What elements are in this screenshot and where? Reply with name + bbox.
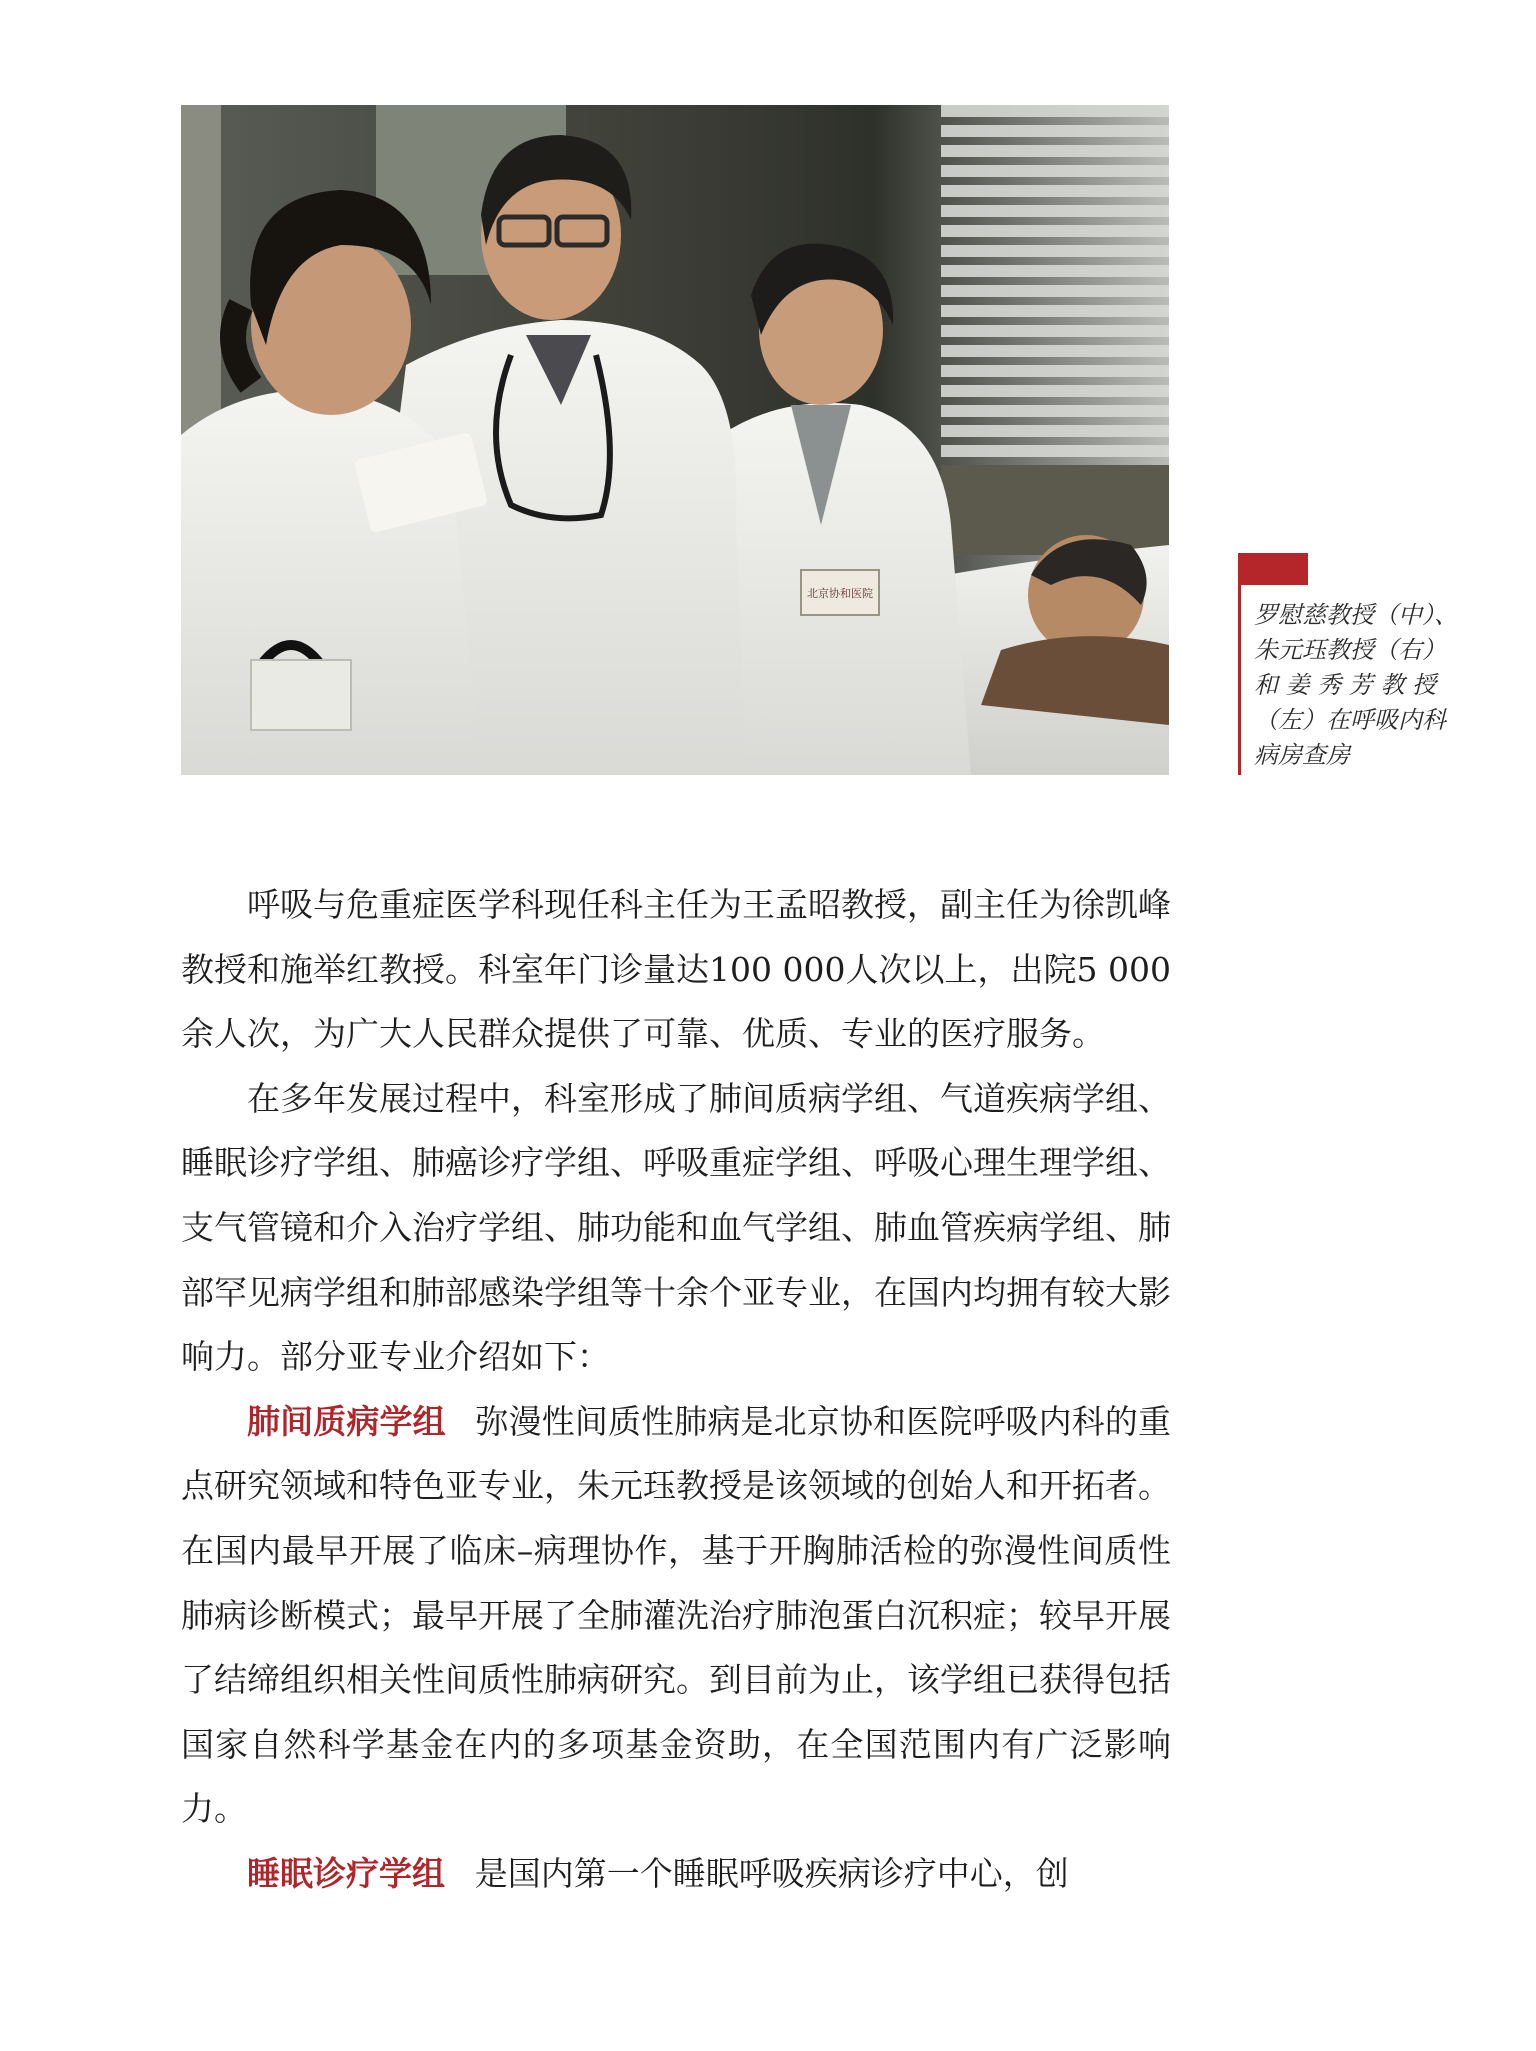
photo-caption bbox=[1254, 598, 1474, 773]
paragraph-text: 是国内第一个睡眠呼吸疾病诊疗中心，创 bbox=[474, 1853, 1069, 1893]
caption-line: 罗慰慈教授（中）、 bbox=[1254, 601, 1458, 629]
caption-line: 朱元珏教授（右） bbox=[1254, 636, 1446, 664]
paragraph-text: 呼吸与危重症医学科现任科主任为王孟昭教授，副主任为徐凯峰教授和施举红教授。科室年门诊量达100 000人次以上，出院5 000余人次，为广大人民群众提供了可靠、优质、专业的医疗服务。 bbox=[181, 885, 1171, 1054]
caption-line: （左）在呼吸内科 bbox=[1254, 706, 1446, 734]
paragraph-interstitial-lung-group bbox=[181, 1390, 1171, 1842]
ward-round-photo bbox=[181, 105, 1169, 775]
body-text bbox=[181, 873, 1171, 1907]
paragraph-department-overview bbox=[181, 873, 1171, 1067]
paragraph-subspecialties bbox=[181, 1067, 1171, 1390]
caption-accent-bar bbox=[1240, 553, 1308, 585]
photo-illustration bbox=[181, 105, 1169, 775]
paragraph-text: 在多年发展过程中，科室形成了肺间质病学组、气道疾病学组、睡眠诊疗学组、肺癌诊疗学组、呼吸重症学组、呼吸心理生理学组、支气管镜和介入治疗学组、肺功能和血气学组、肺血管疾病学组、肺部罕见病学组和肺部感染学组等十余个亚专业，在国内均拥有较大影响力。部分亚专业介绍如下： bbox=[181, 1078, 1171, 1377]
subspecialty-term: 肺间质病学组 bbox=[247, 1401, 446, 1441]
caption-line: 和 姜 秀 芳 教 授 bbox=[1254, 671, 1437, 699]
subspecialty-term: 睡眠诊疗学组 bbox=[247, 1853, 445, 1893]
caption-accent-rule bbox=[1238, 553, 1241, 775]
paragraph-text: 弥漫性间质性肺病是北京协和医院呼吸内科的重点研究领域和特色亚专业，朱元珏教授是该领域的创始人和开拓者。在国内最早开展了临床–病理协作，基于开胸肺活检的弥漫性间质性肺病诊断模式；最早开展了全肺灌洗治疗肺泡蛋白沉积症；较早开展了结缔组织相关性间质性肺病研究。到目前为止，该学组已获得包括国家自然科学基金在内的多项基金资助，在全国范围内有广泛影响力。 bbox=[181, 1401, 1172, 1829]
caption-line: 病房查房 bbox=[1254, 741, 1350, 769]
photo-badge-text: 北京协和医院 bbox=[807, 587, 873, 600]
paragraph-sleep-group bbox=[181, 1842, 1171, 1907]
